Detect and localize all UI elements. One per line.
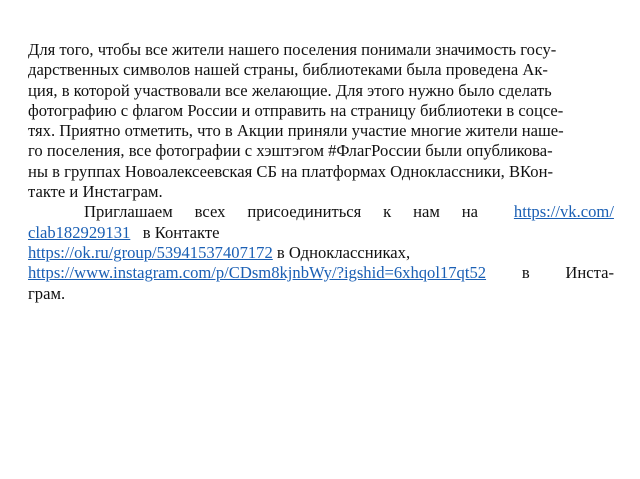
invite-word: Приглашаем bbox=[84, 202, 173, 222]
invite-word: на bbox=[461, 202, 479, 222]
paragraph-2-vk-line bbox=[28, 223, 614, 243]
ok-suffix: в Одноклассниках, bbox=[272, 242, 411, 262]
vk-suffix: в Контакте bbox=[138, 222, 220, 242]
paragraph-2-final-line: грам. bbox=[28, 283, 66, 303]
invite-word: к bbox=[383, 202, 392, 222]
paragraph-1-line: тях. Приятно отметить, что в Акции приняли участие многие жители наше- bbox=[28, 121, 564, 141]
paragraph-2-ok-line bbox=[28, 243, 614, 263]
vk-link-part2[interactable]: clab182929131 bbox=[28, 222, 131, 242]
document-text bbox=[28, 40, 614, 304]
invite-word: всех bbox=[194, 202, 226, 222]
ok-link[interactable]: https://ok.ru/group/53941537407172 bbox=[28, 242, 273, 262]
paragraph-1-line: го поселения, все фотографии с хэштэгом #ФлагРоссии были опубликова- bbox=[28, 141, 553, 161]
invite-word: присоединиться bbox=[247, 202, 362, 222]
paragraph-1-line: фотографию с флагом России и отправить на страницу библиотеки в соцсе- bbox=[28, 100, 564, 120]
paragraph-2-instagram-line bbox=[28, 263, 614, 283]
paragraph-1-line: ция, в которой участвовали все желающие. Для этого нужно было сделать bbox=[28, 80, 552, 100]
paragraph-2-first-line bbox=[28, 202, 614, 222]
vk-link-part1[interactable]: https://vk.com/ bbox=[513, 202, 614, 222]
instagram-suffix-word: Инста- bbox=[565, 263, 614, 283]
paragraph-1-line: такте и Инстаграм. bbox=[28, 182, 163, 202]
instagram-link[interactable]: https://www.instagram.com/p/CDsm8kjnbWy/?igshid=6xhqol17qt52 bbox=[28, 263, 487, 283]
invite-word: нам bbox=[413, 202, 440, 222]
paragraph-1-line: ны в группах Новоалексеевская СБ на платформах Одноклассники, ВКон- bbox=[28, 161, 553, 181]
paragraph-1-line: Для того, чтобы все жители нашего поселения понимали значимость госу- bbox=[28, 40, 557, 59]
instagram-suffix-word: в bbox=[521, 263, 530, 283]
paragraph-1-line: дарственных символов нашей страны, библиотеками была проведена Ак- bbox=[28, 60, 548, 80]
